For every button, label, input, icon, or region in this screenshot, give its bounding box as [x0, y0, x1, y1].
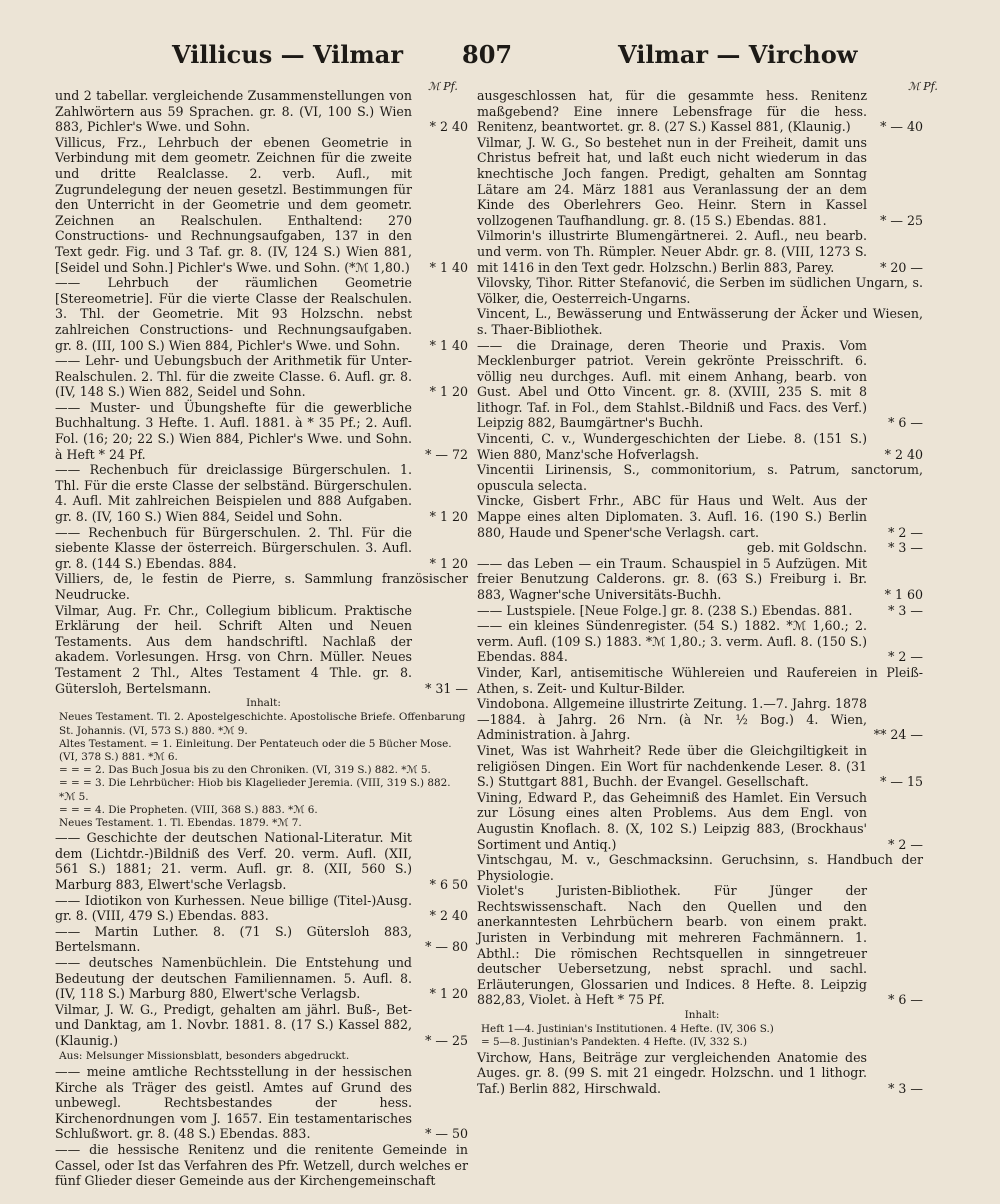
contents-line: Altes Testament. = 1. Einleitung. Der Pentateuch oder die 5 Bücher Mose. (VI, 378 S.) 881. *ℳ 6.	[59, 737, 452, 763]
entry-price: * 2 40	[881, 447, 923, 463]
entry-price: * — 50	[421, 1126, 468, 1142]
entry-text: Virchow, Hans, Beiträge zur vergleichenden Anatomie des Auges. gr. 8. (99 S. mit 21 eingedr. Holzschn. und 1 lithogr. Taf.) Berlin 882, Hirschwald.	[477, 1049, 867, 1096]
entry-price: * — 15	[876, 774, 923, 790]
catalog-entry	[55, 830, 468, 892]
entry-price: * 2 —	[884, 649, 923, 665]
entry-text: Villicus, Frz., Lehrbuch der ebenen Geometrie in Verbindung mit dem geometr. Zeichnen für die zweite und dritte Realclasse. 2. verb. Aufl., mit Zugrundelegung der neuen gesetzl. Bestimmungen für den Unterricht in der Geometrie und dem geometr. Zeichnen an Realschulen. Enthaltend: 270 Constructions- und Rechnungsaufgaben, 137 in den Text gedr. Fig. und 3 Taf. gr. 8. (IV, 124 S.) Wien 881, [Seidel und Sohn.] Pichler's Wwe. und Sohn. (*ℳ 1,80.)	[55, 134, 412, 275]
entry-price: * 6 —	[884, 992, 923, 1008]
entry-price: * 1 20	[426, 384, 468, 400]
entry-price: * 2 40	[426, 908, 468, 924]
contents-list	[477, 1008, 923, 1050]
catalog-entry	[477, 493, 923, 540]
catalog-entry	[477, 1050, 923, 1097]
catalog-entry	[55, 88, 468, 135]
left-currency-header: ℳ Pf.	[428, 80, 458, 93]
entry-text: Vinder, Karl, antisemitische Wühlereien und Raufereien in Pleiß-Athen, s. Zeit- und Kultur-Bilder.	[477, 664, 923, 696]
contents-line: Neues Testament. 1. Tl. Ebendas. 1879. *ℳ 7.	[59, 816, 302, 829]
entry-price: ** 24 —	[870, 727, 923, 743]
entry-text: Vindobona. Allgemeine illustrirte Zeitung. 1.—7. Jahrg. 1878—1884. à Jahrg. 26 Nrn. (à Nr. ½ Bog.) 4. Wien, Administration. à Jahrg.	[477, 696, 867, 743]
entry-text: —— Rechenbuch für Bürgerschulen. 2. Thl. Für die siebente Klasse der österreich. Bürgerschulen. 3. Aufl. gr. 8. (144 S.) Ebendas. 884.	[55, 524, 412, 571]
entry-price: * — 72	[421, 447, 468, 463]
contents-list	[55, 696, 468, 830]
contents-line: Neues Testament. Tl. 2. Apostelgeschichte. Apostolische Briefe. Offenbarung St. Johannis. (VI, 573 S.) 880. *ℳ 9.	[59, 711, 466, 737]
entry-price: * — 40	[876, 119, 923, 135]
right-currency-header: ℳ Pf.	[908, 80, 938, 93]
entry-text: —— meine amtliche Rechtsstellung in der hessischen Kirche als Träger des geistl. Amtes auf Grund des unbewegl. Rechtsbestandes der hess. Kirchenordnungen vom J. 1657. Ein testamentarisches Schlußwort. gr. 8. (48 S.) Ebendas. 883.	[55, 1064, 412, 1142]
catalog-entry	[477, 696, 923, 743]
entry-price: * 3 —	[884, 1081, 923, 1097]
catalog-entry	[55, 275, 468, 353]
entry-text: —— ein kleines Sündenregister. (54 S.) 1882. *ℳ 1,60.; 2. verm. Aufl. (109 S.) 1883. *ℳ 1,80.; 3. verm. Aufl. 8. (150 S.) Ebendas. 884.	[477, 618, 867, 665]
contents-line: = = = 4. Die Propheten. (VIII, 368 S.) 883. *ℳ 6.	[59, 803, 318, 816]
catalog-entry	[55, 400, 468, 462]
entry-price: * 2 40	[426, 119, 468, 135]
right-column	[477, 88, 923, 1096]
contents-line: = = = 2. Das Buch Josua bis zu den Chroniken. (VI, 319 S.) 882. *ℳ 5.	[59, 764, 431, 777]
entry-text: —— Idiotikon von Kurhessen. Neue billige (Titel-)Ausg. gr. 8. (VIII, 479 S.) Ebendas. 883.	[55, 892, 412, 924]
entry-text: Vincenti, C. v., Wundergeschichten der Liebe. 8. (151 S.) Wien 880, Manz'sche Hofverlagsh.	[477, 431, 867, 462]
entry-text: Aus: Melsunger Missionsblatt, besonders abgedruckt.	[59, 1049, 350, 1062]
catalog-entry	[477, 743, 923, 790]
catalog-entry	[55, 525, 468, 572]
entry-text: —— Martin Luther. 8. (71 S.) Gütersloh 883, Bertelsmann.	[55, 923, 412, 955]
catalog-entry	[55, 353, 468, 400]
catalog-entry	[477, 540, 923, 556]
entry-price: * — 25	[876, 213, 923, 229]
entry-price: * — 80	[421, 939, 468, 955]
entry-text: —— die Drainage, deren Theorie und Praxis. Vom Mecklenburger patriot. Verein gekrönte Preisschrift. 6. völlig neu durchges. Aufl. mit einem Anhang, bearb. von Gust. Abel und Otto Vincent. gr. 8. (XVIII, 235 S. mit 8 lithogr. Taf. in Fol., dem Stahlst.-Bildniß und Facs. des Verf.) Leipzig 882, Baumgärtner's Buchh.	[477, 337, 867, 431]
entry-text: —— Lustspiele. [Neue Folge.] gr. 8. (238 S.) Ebendas. 881.	[477, 602, 853, 618]
entry-price: * 3 —	[884, 603, 923, 619]
entry-text: —— Lehr- und Uebungsbuch der Arithmetik für Unter-Realschulen. 2. Thl. für die zweite Classe. 6. Aufl. gr. 8. (IV, 148 S.) Wien 882, Seidel und Sohn.	[55, 353, 412, 400]
catalog-entry	[55, 955, 468, 1002]
catalog-entry	[55, 1142, 468, 1189]
entry-price: * 1 20	[426, 509, 468, 525]
contents-line: = 5—8. Justinian's Pandekten. 4 Hefte. (IV, 332 S.)	[481, 1036, 748, 1049]
catalog-entry	[55, 135, 468, 275]
entry-text: —— deutsches Namenbüchlein. Die Entstehung und Bedeutung der deutschen Familiennamen. 5. Aufl. 8. (IV, 118 S.) Marburg 880, Elwert'sche Verlagsb.	[55, 954, 412, 1002]
entry-price: * 6 50	[426, 877, 468, 893]
catalog-entry	[477, 275, 923, 306]
catalog-entry	[477, 603, 923, 619]
entry-text: geb. mit Goldschn.	[746, 540, 867, 556]
catalog-entry	[477, 135, 923, 229]
entry-text: —— Lehrbuch der räumlichen Geometrie [Stereometrie]. Für die vierte Classe der Realschulen. 3. Thl. der Geometrie. Mit 93 Holzschn. nebst zahlreichen Constructions- und Rechnungsaufgaben. gr. 8. (III, 100 S.) Wien 884, Pichler's Wwe. und Sohn.	[55, 275, 412, 353]
entry-price: * 3 —	[884, 540, 923, 556]
catalog-entry	[55, 571, 468, 602]
entry-price: * 1 40	[426, 260, 468, 276]
catalog-entry	[55, 1064, 468, 1142]
entry-text: Vilmar, J. W. G., So bestehet nun in der Freiheit, damit uns Christus befreit hat, und laßt euch nicht wiederum in das knechtische Joch fangen. Predigt, gehalten am Sonntag Lätare am 24. März 1881 aus Veranlassung der an dem Kinde des Oberlehrers Geo. Heinr. Stern in Kassel vollzogenen Taufhandlung. gr. 8. (15 S.) Ebendas. 881.	[477, 134, 867, 228]
entry-text: Vincentii Lirinensis, S., commonitorium, s. Patrum, sanctorum, opuscula selecta.	[477, 462, 923, 493]
catalog-entry	[477, 228, 923, 275]
catalog-entry	[477, 431, 923, 462]
entry-text: —— die hessische Renitenz und die renitente Gemeinde in Cassel, oder Ist das Verfahren des Pfr. Wetzell, durch welches er fünf Glieder dieser Gemeinde aus der Kirchengemeinschaft	[55, 1142, 469, 1189]
catalog-entry	[477, 665, 923, 696]
entry-price: * 1 20	[426, 556, 468, 572]
catalog-entry	[477, 618, 923, 665]
catalog-entry	[55, 893, 468, 924]
entry-text: —— Rechenbuch für dreiclassige Bürgerschulen. 1. Thl. Für die erste Classe der selbständ. Bürgerschulen. 4. Aufl. Mit zahlreichen Beispielen und 888 Aufgaben. gr. 8. (IV, 160 S.) Wien 884, Seidel und Sohn.	[55, 462, 412, 525]
catalog-entry	[55, 1002, 468, 1049]
entry-price: * 2 —	[884, 837, 923, 853]
entry-price: * — 25	[421, 1033, 468, 1049]
entry-text: Vilmar, J. W. G., Predigt, gehalten am jährl. Buß-, Bet- und Danktag, am 1. Novbr. 1881. 8. (17 S.) Kassel 882, (Klaunig.)	[55, 1001, 412, 1048]
catalog-entry	[477, 852, 923, 883]
entry-text: —— das Leben — ein Traum. Schauspiel in 5 Aufzügen. Mit freier Benutzung Calderons. gr. 8. (63 S.) Freiburg i. Br. 883, Wagner'sche Universitäts-Buchh.	[477, 555, 867, 602]
page-number: 807	[462, 40, 513, 69]
entry-text: Villiers, de, le festin de Pierre, s. Sammlung französischer Neudrucke.	[55, 571, 468, 602]
entry-text: Vilmorin's illustrirte Blumengärtnerei. 2. Aufl., neu bearb. und verm. von Th. Rümpler. Neuer Abdr. gr. 8. (VIII, 1273 S. mit 1416 in den Text gedr. Holzschn.) Berlin 883, Parey.	[477, 228, 867, 275]
entry-text: Violet's Juristen-Bibliothek. Für Jünger der Rechtswissenschaft. Nach den Quellen und den anerkanntesten Lehrbüchern bearb. von einem prakt. Juristen in Verbindung mit mehreren Fachmännern. 1. Abthl.: Die römischen Rechtsquellen in sinngetreuer deutscher Uebersetzung, nebst sprachl. und sachl. Erläuterungen, Glossarien und Indices. 8 Hefte. 8. Leipzig 882,83, Violet. à Heft * 75 Pf.	[477, 883, 867, 1008]
catalog-entry	[477, 88, 923, 135]
entry-price: * 31 —	[421, 681, 468, 697]
entry-text: Vinet, Was ist Wahrheit? Rede über die Gleichgiltigkeit in religiösen Dingen. Ein Wort für nachdenkende Leser. 8. (31 S.) Stuttgart 881, Buchh. der Evangel. Gesellschaft.	[477, 742, 867, 790]
catalog-entry	[55, 462, 468, 524]
left-column	[55, 88, 468, 1189]
left-running-head: Villicus — Vilmar	[172, 40, 403, 69]
entry-text: Vincke, Gisbert Frhr., ABC für Haus und Welt. Aus der Mappe eines alten Diplomaten. 3. Aufl. 16. (190 S.) Berlin 880, Haude und Spener'sche Verlagsh. cart.	[477, 493, 867, 540]
catalog-entry	[477, 306, 923, 337]
contents-line: = = = 3. Die Lehrbücher: Hiob bis Klagelieder Jeremia. (VIII, 319 S.) 882. *ℳ 5.	[59, 777, 451, 803]
catalog-entry	[55, 603, 468, 697]
catalog-entry	[477, 462, 923, 493]
entry-text: Vilovsky, Tihor. Ritter Stefanović, die Serben im südlichen Ungarn, s. Völker, die, Oesterreich-Ungarns.	[477, 275, 923, 306]
entry-text: Vilmar, Aug. Fr. Chr., Collegium biblicum. Praktische Erklärung der heil. Schrift Alten und Neuen Testaments. Aus dem handschriftl. Nachlaß der akadem. Vorlesungen. Hrsg. von Chrn. Müller. Neues Testament 2 Thl., Altes Testament 4 Thle. gr. 8. Gütersloh, Bertelsmann.	[55, 602, 412, 696]
entry-text: Vintschgau, M. v., Geschmacksinn. Geruchsinn, s. Handbuch der Physiologie.	[477, 852, 923, 883]
contents-line: Heft 1—4. Justinian's Institutionen. 4 Hefte. (IV, 306 S.)	[481, 1023, 774, 1036]
entry-text: —— Geschichte der deutschen National-Literatur. Mit dem (Lichtdr.-)Bildniß des Verf. 20. verm. Aufl. (XII, 561 S.) 1881; 21. verm. Aufl. gr. 8. (XII, 560 S.) Marburg 883, Elwert'sche Verlagsb.	[55, 830, 412, 892]
entry-price: * 6 —	[884, 415, 923, 431]
catalog-entry	[55, 1049, 468, 1065]
entry-price: * 2 —	[884, 525, 923, 541]
entry-text: —— Muster- und Übungshefte für die gewerbliche Buchhaltung. 3 Hefte. 1. Aufl. 1881. à * 35 Pf.; 2. Aufl. Fol. (16; 20; 22 S.) Wien 884, Pichler's Wwe. und Sohn. à Heft * 24 Pf.	[55, 399, 412, 462]
contents-label: Inhalt:	[246, 697, 281, 710]
catalog-entry	[55, 924, 468, 955]
entry-text: ausgeschlossen hat, für die gesammte hess. Renitenz maßgebend? Eine innere Lebensfrage für die hess. Renitenz, beantwortet. gr. 8. (27 S.) Kassel 881, (Klaunig.)	[477, 88, 867, 135]
entry-price: * 1 40	[426, 338, 468, 354]
catalog-entry	[477, 883, 923, 1008]
entry-text: Vining, Edward P., das Geheimniß des Hamlet. Ein Versuch zur Lösung eines alten Problems. Aus dem Engl. von Augustin Knoflach. 8. (X, 102 S.) Leipzig 883, (Brockhaus' Sortiment und Antiq.)	[477, 789, 867, 852]
catalog-entry	[477, 556, 923, 603]
catalog-entry	[477, 790, 923, 852]
page-header	[0, 40, 1000, 80]
contents-label: Inhalt:	[684, 1009, 720, 1022]
right-running-head: Vilmar — Virchow	[618, 40, 858, 69]
catalog-entry	[477, 338, 923, 432]
entry-text: Vincent, L., Bewässerung und Entwässerung der Äcker und Wiesen, s. Thaer-Bibliothek.	[477, 306, 923, 337]
entry-price: * 20 —	[876, 260, 923, 276]
entry-text: und 2 tabellar. vergleichende Zusammenstellungen von Zahlwörtern aus 59 Sprachen. gr. 8. (VI, 100 S.) Wien 883, Pichler's Wwe. und Sohn.	[55, 88, 412, 135]
entry-price: * 1 60	[881, 587, 923, 603]
entry-price: * 1 20	[426, 986, 468, 1002]
